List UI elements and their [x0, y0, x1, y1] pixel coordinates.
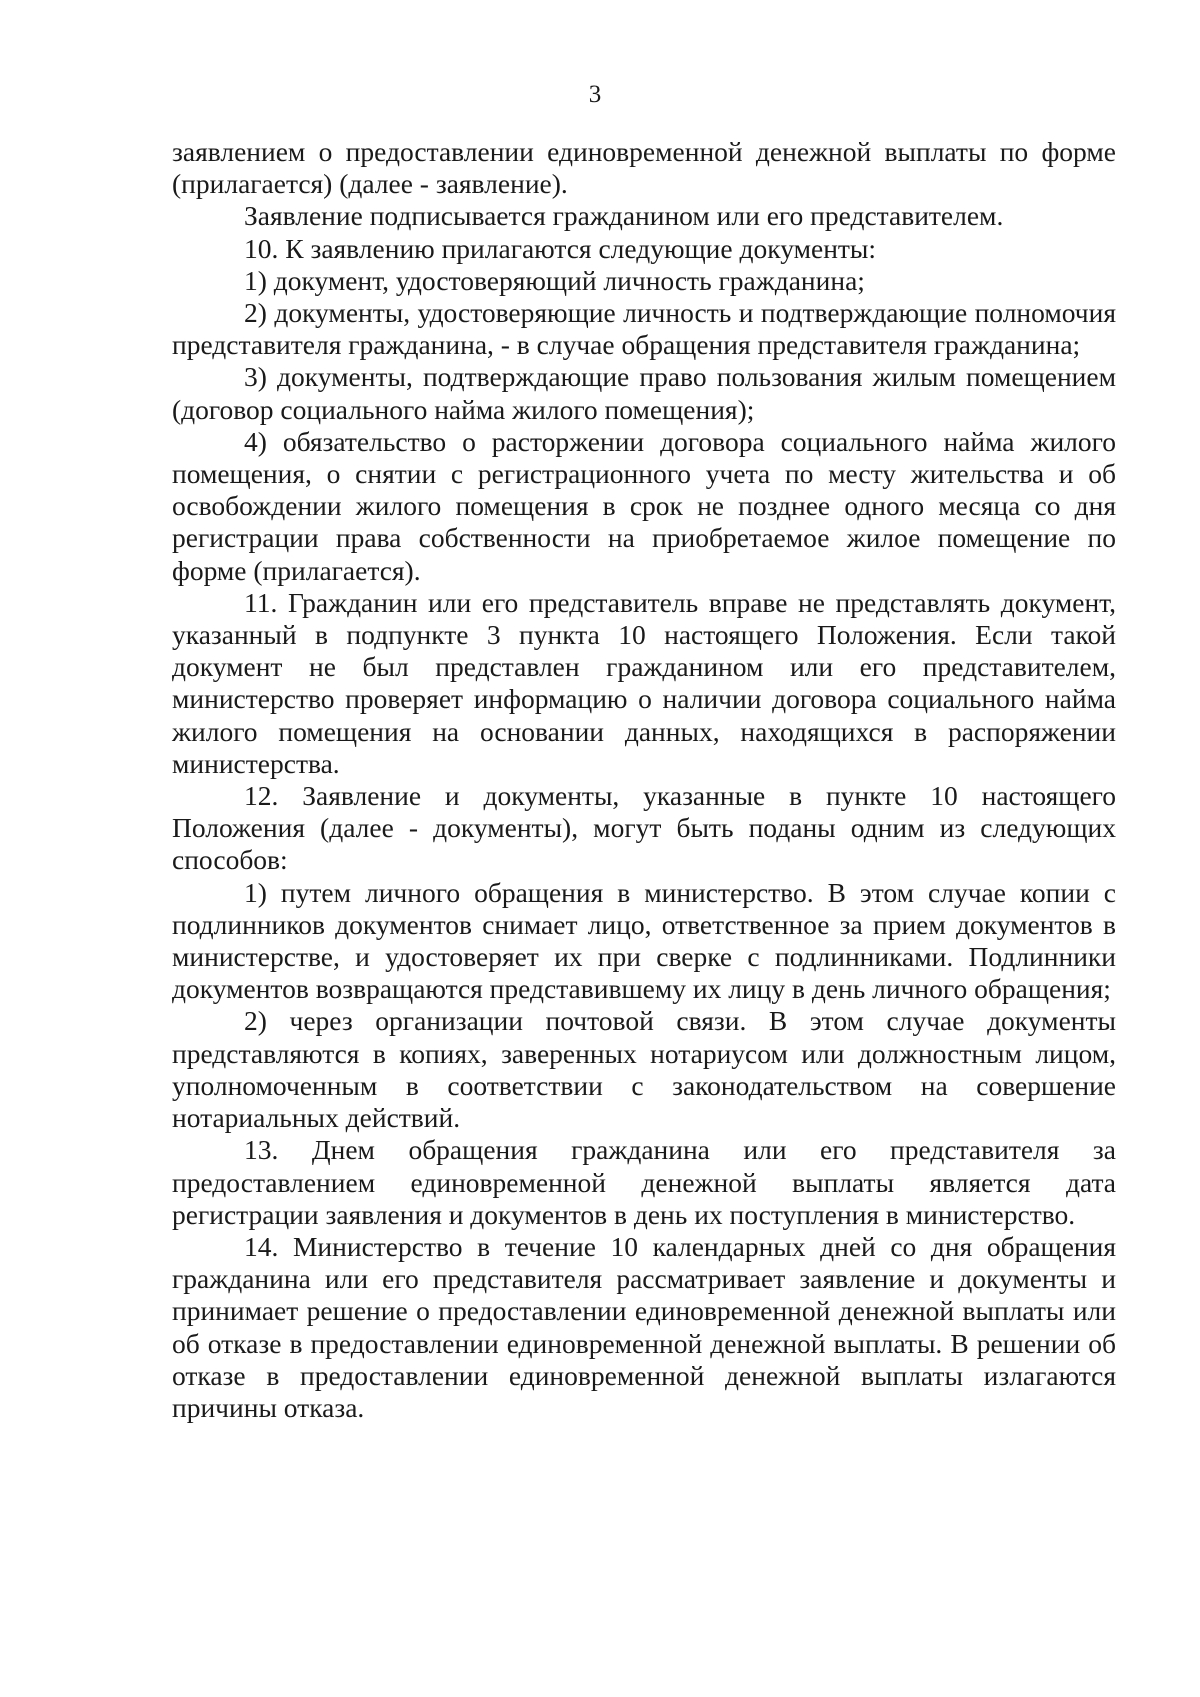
page-number: 3 — [588, 81, 602, 108]
paragraph-item-12-2: 2) через организации почтовой связи. В этом случае документы представляются в копиях, заверенных нотариусом или должностным лицом, уполномоченным в соответствии с законодательством на совершение нотариальных действий. — [172, 1005, 1116, 1134]
paragraph-signature-note: Заявление подписывается гражданином или его представителем. — [244, 200, 1004, 232]
paragraph-item-10: 10. К заявлению прилагаются следующие документы: — [244, 232, 877, 264]
paragraph-item-12: 12. Заявление и документы, указанные в пункте 10 настоящего Положения (далее - документы), могут быть поданы одним из следующих способов: — [172, 780, 1116, 876]
paragraph-continuation: заявлением о предоставлении единовременной денежной выплаты по форме (прилагается) (далее - заявление). — [172, 136, 1116, 200]
paragraph-item-10-2: 2) документы, удостоверяющие личность и подтверждающие полномочия представителя гражданина, - в случае обращения представителя гражданина; — [172, 297, 1116, 361]
paragraph-item-10-1: 1) документ, удостоверяющий личность гражданина; — [244, 264, 865, 296]
document-body — [172, 136, 1116, 1424]
paragraph-item-14: 14. Министерство в течение 10 календарных дней со дня обращения гражданина или его представителя рассматривает заявление и документы и принимает решение о предоставлении единовременной денежной выплаты или об отказе в предоставлении единовременной денежной выплаты. В решении об отказе в предоставлении единовременной денежной выплаты излагаются причины отказа. — [172, 1230, 1116, 1423]
paragraph-item-10-3: 3) документы, подтверждающие право пользования жилым помещением (договор социального найма жилого помещения); — [172, 361, 1116, 425]
paragraph-item-11: 11. Гражданин или его представитель вправе не представлять документ, указанный в подпункте 3 пункта 10 настоящего Положения. Если такой документ не был представлен гражданином или его представителем, министерство проверяет информацию о наличии договора социального найма жилого помещения на основании данных, находящихся в распоряжении министерства. — [172, 586, 1116, 779]
paragraph-item-10-4: 4) обязательство о расторжении договора социального найма жилого помещения, о снятии с регистрационного учета по месту жительства и об освобождении жилого помещения в срок не позднее одного месяца со дня регистрации права собственности на приобретаемое жилое помещение по форме (прилагается). — [172, 425, 1116, 586]
paragraph-item-12-1: 1) путем личного обращения в министерство. В этом случае копии с подлинников документов снимает лицо, ответственное за прием документов в министерстве, и удостоверяет их при сверке с подлинниками. Подлинники документов возвращаются представившему их лицу в день личного обращения; — [172, 876, 1116, 1005]
paragraph-item-13: 13. Днем обращения гражданина или его представителя за предоставлением единовременной денежной выплаты является дата регистрации заявления и документов в день их поступления в министерство. — [172, 1134, 1116, 1230]
